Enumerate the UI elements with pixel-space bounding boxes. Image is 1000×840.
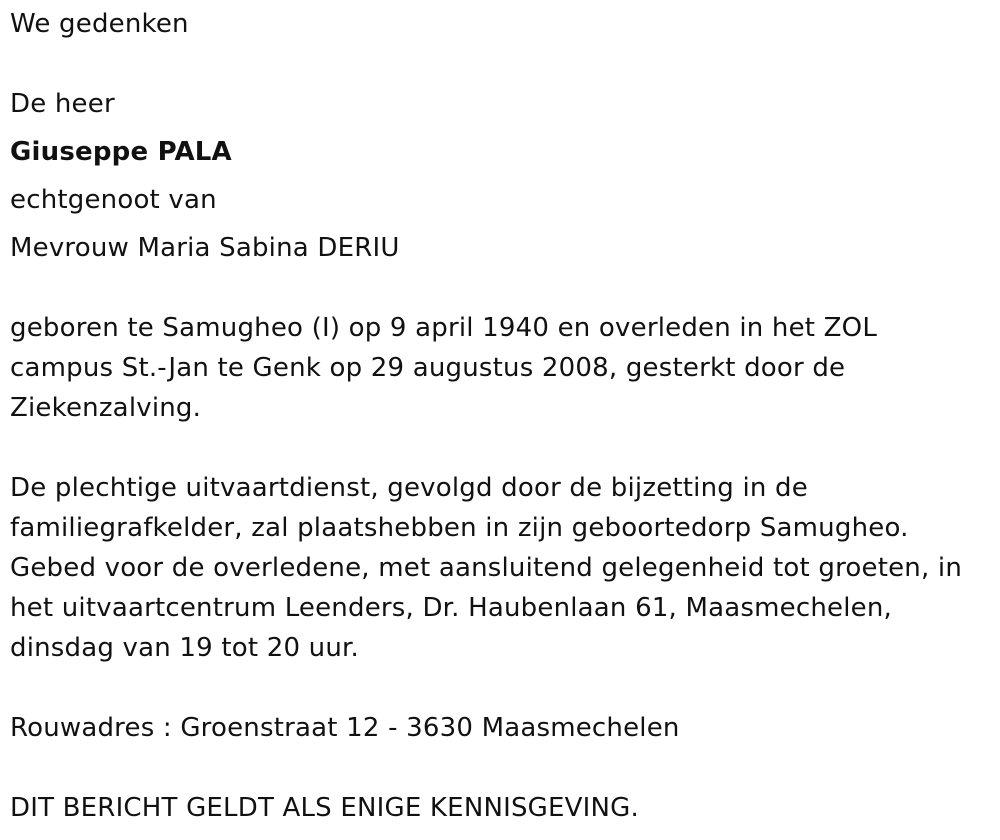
mourning-address: Rouwadres : Groenstraat 12 - 3630 Maasmechelen [10,713,680,743]
spacer [10,44,990,84]
deceased-name: Giuseppe PALA [10,137,232,167]
relation-line: echtgenoot van [10,185,217,215]
spacer [10,748,990,788]
birth-death-paragraph: geboren te Samugheo (I) op 9 april 1940 en overleden in het ZOL campus St.-Jan te Genk op 29 augustus 2008, gesterkt door de Ziekenzalving. [10,313,878,423]
spacer [10,428,990,468]
spacer [10,268,990,308]
title-prefix: De heer [10,89,115,119]
closing-line: DIT BERICHT GELDT ALS ENIGE KENNISGEVING. [10,793,639,823]
funeral-paragraph: De plechtige uitvaartdienst, gevolgd door de bijzetting in de familiegrafkelder, zal plaatshebben in zijn geboortedorp Samugheo. Gebed voor de overledene, met aansluitend gelegenheid tot groeten, in het uitvaartcentrum Leenders, Dr. Haubenlaan 61, Maasmechelen, dinsdag van 19 tot 20 uur. [10,473,963,663]
opening-line: We gedenken [10,9,189,39]
spouse-name: Mevrouw Maria Sabina DERIU [10,233,400,263]
spacer [10,668,990,708]
